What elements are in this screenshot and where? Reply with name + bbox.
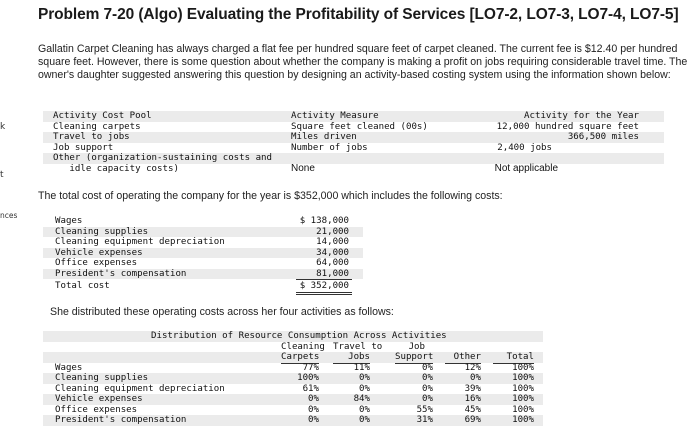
activity-measure: Miles driven xyxy=(291,132,357,142)
cell: 12% xyxy=(464,362,481,373)
table-row xyxy=(43,164,664,178)
column-header: Cleaning xyxy=(281,341,325,352)
cell: 84% xyxy=(353,394,370,404)
cell: 0% xyxy=(422,373,433,383)
cell: 0% xyxy=(308,404,319,415)
column-header: Total xyxy=(493,352,534,364)
total-row xyxy=(43,281,363,292)
left-sidebar-edge xyxy=(0,0,18,431)
activity-pool: Cleaning carpets xyxy=(53,121,141,132)
table-header-row xyxy=(43,352,543,363)
activity-year: 12,000 hundred square feet xyxy=(496,121,639,132)
table-row xyxy=(43,143,664,154)
cost-amount: 34,000 xyxy=(316,247,349,258)
cell: 0% xyxy=(359,404,370,415)
activity-pool: Job support xyxy=(53,142,114,153)
sidebar-fragment[interactable]: t xyxy=(0,170,4,180)
cell: 31% xyxy=(416,415,433,425)
subtotal-rule xyxy=(296,279,352,280)
cost-amount: 64,000 xyxy=(316,258,349,268)
table-row xyxy=(43,227,363,238)
cell: 100% xyxy=(512,383,534,394)
column-header: Travel to xyxy=(333,341,383,352)
column-header: Support xyxy=(395,352,434,362)
cell: 0% xyxy=(308,415,319,425)
distribution-title-row xyxy=(43,331,543,342)
cost-label: Office expenses xyxy=(55,258,138,268)
table-header-row xyxy=(43,111,664,122)
activity-year: 2,400 jobs xyxy=(497,142,552,153)
row-label: President's compensation xyxy=(55,415,187,425)
table-row xyxy=(43,237,363,248)
activity-pool: idle capacity costs) xyxy=(53,163,179,174)
table-row xyxy=(43,415,543,426)
cell: 39% xyxy=(464,383,481,394)
total-label: Total cost xyxy=(55,281,110,291)
cell: 100% xyxy=(512,415,534,425)
header-activity-measure: Activity Measure xyxy=(291,111,379,121)
cell: 100% xyxy=(512,362,534,373)
intro-paragraph: Gallatin Carpet Cleaning has always charged a flat fee per hundred square feet of carpet cleaned. The current fee is $12.40 per hundred square feet. However, there is some question about whether the company is making a profit on jobs requiring considerable travel time. The owner's daughter suggested answering this question by designing an activity-based costing system using the information shown below: xyxy=(38,43,688,82)
cell: 0% xyxy=(359,373,370,383)
cost-table xyxy=(43,216,363,292)
activity-pool: Other (organization-sustaining costs and xyxy=(53,153,272,163)
row-label: Wages xyxy=(55,362,83,373)
cell: 100% xyxy=(512,404,534,415)
row-label: Cleaning equipment depreciation xyxy=(55,383,225,394)
column-header: Jobs xyxy=(333,352,370,364)
activity-measure: Square feet cleaned (00s) xyxy=(291,121,428,132)
table-row xyxy=(43,363,543,374)
cost-amount: 14,000 xyxy=(316,237,349,247)
header-activity-for-year: Activity for the Year xyxy=(524,111,639,121)
table-row xyxy=(43,258,363,269)
cell: 45% xyxy=(464,404,481,415)
cost-label: Vehicle expenses xyxy=(55,247,143,258)
table-row xyxy=(43,122,664,133)
table-header-row xyxy=(43,342,543,353)
cost-amount: 81,000 xyxy=(316,268,349,279)
column-header: Job xyxy=(408,341,425,352)
cost-amount: $ 138,000 xyxy=(299,216,349,226)
activity-table xyxy=(43,111,664,180)
activity-year: Not applicable xyxy=(494,162,558,174)
total-cost-sentence: The total cost of operating the company for the year is $352,000 which includes the following costs: xyxy=(38,190,503,202)
cell: 0% xyxy=(422,362,433,373)
activity-year: 366,500 miles xyxy=(567,132,639,142)
cell: 0% xyxy=(422,383,433,394)
activity-measure: None xyxy=(291,162,315,174)
cell: 100% xyxy=(297,373,319,383)
row-label: Vehicle expenses xyxy=(55,394,143,404)
cell: 77% xyxy=(302,362,319,373)
table-row xyxy=(43,405,543,416)
table-row xyxy=(43,394,543,405)
table-row xyxy=(43,153,664,164)
cell: 0% xyxy=(359,415,370,425)
cell: 100% xyxy=(512,373,534,383)
cell: 11% xyxy=(353,362,370,373)
cost-label: President's compensation xyxy=(55,268,187,279)
cell: 69% xyxy=(464,415,481,425)
activity-measure: Number of jobs xyxy=(291,142,368,153)
table-row xyxy=(43,132,664,143)
cell: 100% xyxy=(512,394,534,404)
column-header: Carpets xyxy=(281,352,320,362)
cell: 0% xyxy=(470,373,481,383)
cell: 0% xyxy=(308,394,319,404)
sidebar-fragment[interactable]: k xyxy=(0,122,6,132)
cost-amount: 21,000 xyxy=(316,226,349,237)
cell: 16% xyxy=(464,394,481,404)
activity-pool: Travel to jobs xyxy=(53,132,130,142)
header-activity-cost-pool: Activity Cost Pool xyxy=(53,111,152,121)
cell: 0% xyxy=(359,383,370,394)
table-row xyxy=(43,216,363,227)
distribution-table xyxy=(43,331,543,427)
distribution-title: Distribution of Resource Consumption Across Activities xyxy=(151,331,447,341)
total-amount: $ 352,000 xyxy=(299,281,349,291)
cell: 55% xyxy=(416,404,433,415)
table-row xyxy=(43,373,543,384)
row-label: Cleaning supplies xyxy=(55,373,149,383)
cell: 0% xyxy=(422,394,433,404)
row-label: Office expenses xyxy=(55,404,138,415)
cost-label: Cleaning equipment depreciation xyxy=(55,237,225,247)
total-double-rule xyxy=(296,292,352,295)
column-header: Other xyxy=(445,352,481,364)
cost-label: Wages xyxy=(55,216,83,226)
cell: 61% xyxy=(302,383,319,394)
table-row xyxy=(43,248,363,259)
table-row xyxy=(43,384,543,395)
cost-label: Cleaning supplies xyxy=(55,226,149,237)
problem-title: Problem 7-20 (Algo) Evaluating the Profitability of Services [LO7-2, LO7-3, LO7-4, LO7-5] xyxy=(38,6,679,23)
table-row xyxy=(43,269,363,280)
distribution-sentence: She distributed these operating costs across her four activities as follows: xyxy=(50,306,394,318)
sidebar-fragment[interactable]: nces xyxy=(0,211,18,220)
